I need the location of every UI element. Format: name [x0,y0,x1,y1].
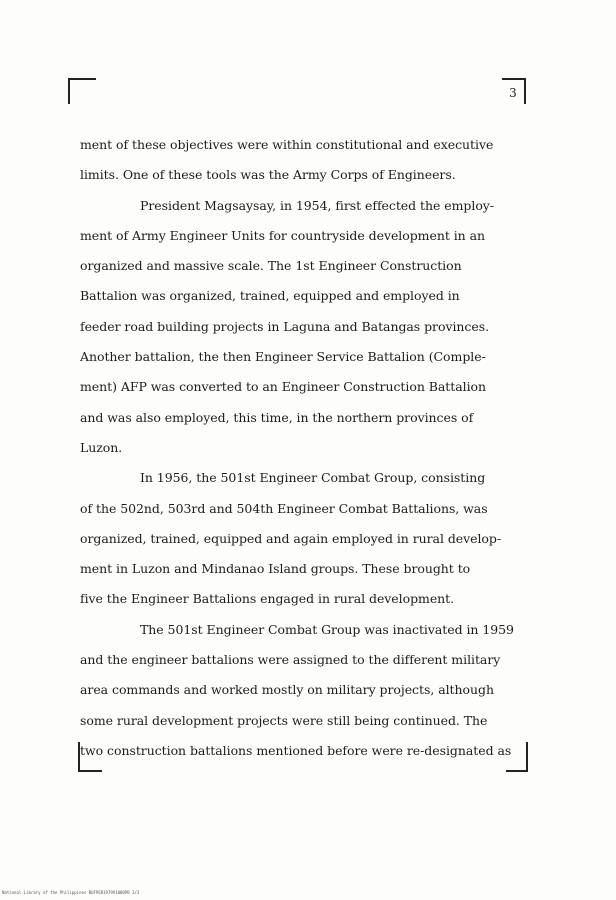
text-line: feeder road building projects in Laguna and Batangas provinces. [80,318,489,334]
text-line: In 1956, the 501st Engineer Combat Group, consisting [140,470,486,486]
text-line: ment in Luzon and Mindanao Island groups. These brought to [80,561,471,577]
text-line: The 501st Engineer Combat Group was inactivated in 1959 [140,621,514,637]
text-line: ment of Army Engineer Units for countryside development in an [80,227,486,243]
text-line: Another battalion, the then Engineer Service Battalion (Comple- [80,349,486,365]
text-line: organized, trained, equipped and again employed in rural develop- [80,530,502,546]
text-line: area commands and worked mostly on military projects, although [80,682,494,698]
crop-mark-bottom-right [506,770,528,772]
crop-mark-top-right [502,78,526,80]
text-line: limits. One of these tools was the Army Corps of Engineers. [80,167,456,183]
crop-mark-top-left-vertical [68,78,70,104]
crop-mark-bottom-left [78,770,102,772]
crop-mark-top-right-vertical [524,78,526,104]
text-line: and was also employed, this time, in the northern provinces of [80,409,474,425]
text-line: ment) AFP was converted to an Engineer Construction Battalion [80,379,487,395]
text-line: Luzon. [80,439,123,455]
text-line: organized and massive scale. The 1st Engineer Construction [80,258,462,274]
page-number: 3 [509,86,517,100]
text-line: of the 502nd, 503rd and 504th Engineer Combat Battalions, was [80,500,488,516]
text-line: and the engineer battalions were assigned to the different military [80,652,501,668]
footer-credit: National Library of the Philippines BUFPER1979V1000PB 3/3 [2,890,140,895]
text-line: five the Engineer Battalions engaged in rural development. [80,591,455,607]
text-line: Battalion was organized, trained, equipped and employed in [80,288,460,304]
text-line: President Magsaysay, in 1954, first effected the employ- [140,197,494,213]
text-line: some rural development projects were still being continued. The [80,712,488,728]
text-line: two construction battalions mentioned before were re-designated as [80,742,512,758]
text-line: ment of these objectives were within constitutional and executive [80,137,494,152]
crop-mark-top-left [68,78,96,80]
body-text [80,133,530,769]
